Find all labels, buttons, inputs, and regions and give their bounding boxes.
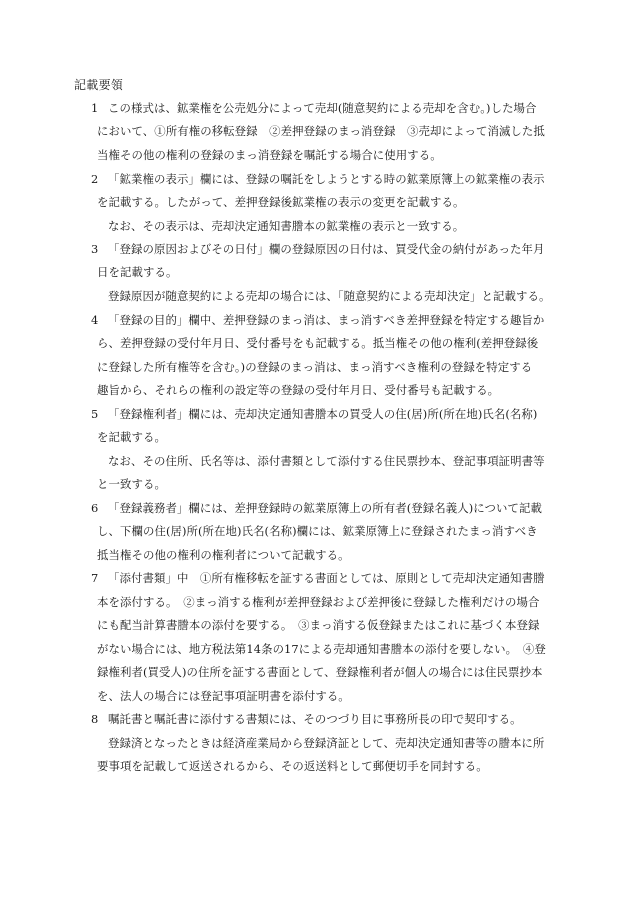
item-line: を記載する。	[97, 430, 166, 444]
item-line: 「登録の目的」欄中、差押登録のまっ消は、まっ消すべき差押登録を特定する趣旨か	[108, 313, 545, 327]
item-line: 当権その他の権利の登録のまっ消登録を嘱託する場合に使用する。	[97, 148, 442, 162]
item-number: 3	[91, 242, 99, 256]
item-line: なお、その住所、氏名等は、添付書類として添付する住民票抄本、登記事項証明書等	[108, 454, 545, 468]
item-line: 要事項を記載して返送されるから、その返送料として郵便切手を同封する。	[97, 759, 488, 773]
item-number: 7	[91, 571, 99, 585]
item-line: に登録した所有権等を含む。)の登録のまっ消は、まっ消すべき権利の登録を特定する	[97, 360, 533, 374]
item-line: ら、差押登録の受付年月日、受付番号をも記載する。抵当権その他の権利(差押登録後	[97, 336, 539, 350]
item-number: 4	[91, 313, 99, 327]
item-line: 日を記載する。	[97, 265, 178, 279]
item-number: 8	[91, 712, 99, 726]
item-line: と一致する。	[97, 477, 166, 491]
item-line: にも配当計算書謄本の添付を要する。 ③まっ消する仮登録またはこれに基づく本登録	[97, 618, 540, 632]
item-line: 「添付書類」中 ①所有権移転を証する書面としては、原則として売却決定通知書謄	[108, 571, 545, 585]
item-line: 本を添付する。 ②まっ消する権利が差押登録および差押後に登録した権利だけの場合	[97, 595, 540, 609]
item-number: 5	[91, 407, 99, 421]
item-line: 抵当権その他の権利の権利者について記載する。	[97, 548, 350, 562]
item-line: において、①所有権の移転登録 ②差押登録のまっ消登録 ③売却によって消滅した抵	[97, 124, 545, 138]
item-line: 録権利者(買受人)の住所を証する書面として、登録権利者が個人の場合には住民票抄本	[97, 665, 543, 679]
item-line: なお、その表示は、売却決定通知書謄本の鉱業権の表示と一致する。	[108, 219, 465, 233]
item-line: を記載する。したがって、差押登録後鉱業権の表示の変更を記載する。	[97, 195, 465, 209]
item-number: 6	[91, 501, 99, 515]
item-line: がない場合には、地方税法第14条の17による売却通知書謄本の添付を要しない。 ④登	[97, 642, 546, 656]
item-line: し、下欄の住(居)所(所在地)氏名(名称)欄には、鉱業原簿上に登録されたまっ消すべき	[97, 524, 538, 538]
item-line: 「登録義務者」欄には、差押登録時の鉱業原簿上の所有者(登録名義人)について記載	[108, 501, 543, 515]
item-line: を、法人の場合には登記事項証明書を添付する。	[97, 689, 350, 703]
item-line: 趣旨から、それらの権利の設定等の登録の受付年月日、受付番号も記載する。	[97, 383, 500, 397]
item-line: 嘱託書と嘱託書に添付する書類には、そのつづり目に事務所長の印で契印する。	[108, 712, 522, 726]
item-line: 「鉱業権の表示」欄には、登録の嘱託をしようとする時の鉱業原簿上の鉱業権の表示	[108, 172, 545, 186]
item-number: 1	[91, 101, 99, 115]
item-line: 「登録の原因およびその日付」欄の登録原因の日付は、買受代金の納付があった年月	[108, 242, 545, 256]
item-line: 「登録権利者」欄には、売却決定通知書謄本の買受人の住(居)所(所在地)氏名(名称)	[108, 407, 538, 421]
item-line: この様式は、鉱業権を公売処分によって売却(随意契約による売却を含む。)した場合	[108, 101, 537, 115]
item-line: 登録済となったときは経済産業局から登録済証として、売却決定通知書等の謄本に所	[108, 736, 545, 750]
item-line: 登録原因が随意契約による売却の場合には、「随意契約による売却決定」と記載する。	[108, 289, 551, 303]
document-heading: 記載要領	[74, 78, 124, 92]
item-number: 2	[91, 172, 99, 186]
